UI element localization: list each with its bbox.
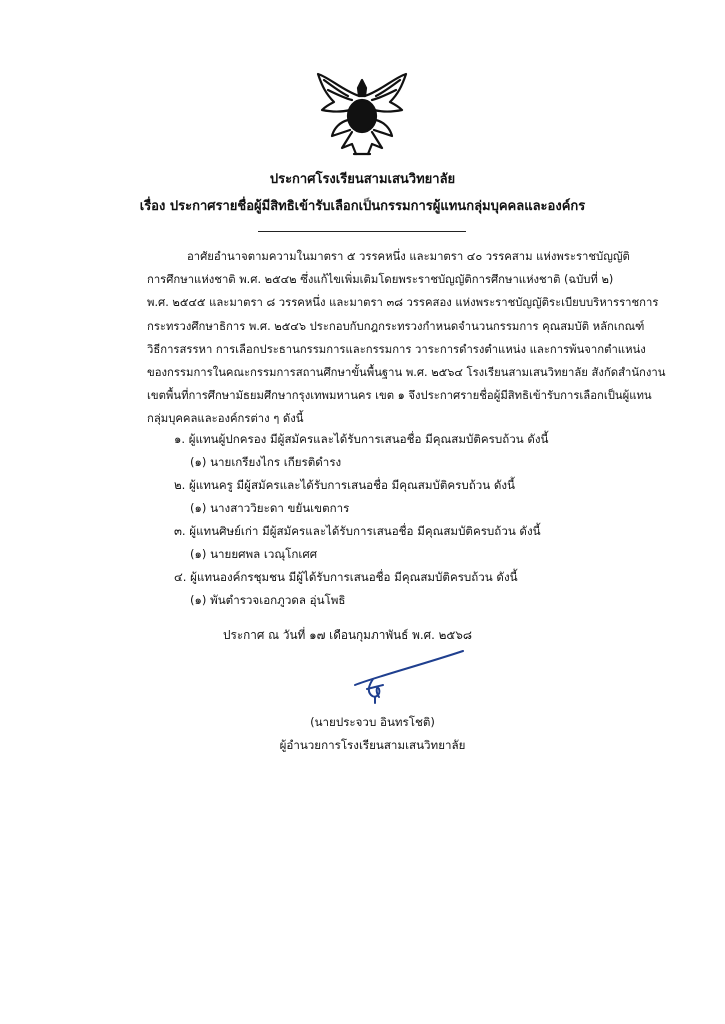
body-line: กลุ่มบุคคลและองค์กรต่าง ๆ ดังนี้ bbox=[147, 412, 304, 426]
body-line: พ.ศ. ๒๕๔๕ และมาตรา ๘ วรรคหนึ่ง และมาตรา ๓๘ วรรคสอง แห่งพระราชบัญญัติระเบียบบริหารราชการ bbox=[147, 296, 659, 310]
document-title: ประกาศโรงเรียนสามเสนวิทยาลัย bbox=[269, 172, 456, 187]
item-member: (๑) พันตำรวจเอกภูวดล อุ่นโพธิ bbox=[190, 593, 346, 607]
item-heading: ๑. ผู้แทนผู้ปกครอง มีผู้สมัครและได้รับการเสนอชื่อ มีคุณสมบัติครบถ้วน ดังนี้ bbox=[174, 432, 549, 446]
item-member: (๑) นายยศพล เวณุโกเศศ bbox=[190, 547, 318, 561]
title-divider bbox=[258, 231, 466, 232]
body-line: เขตพื้นที่การศึกษามัธยมศึกษากรุงเทพมหานคร เขต ๑ จึงประกาศรายชื่อผู้มีสิทธิเข้ารับการเลือกเป็นผู้แทน bbox=[147, 389, 652, 403]
garuda-emblem-icon bbox=[312, 70, 412, 160]
item-member: (๑) นายเกรียงไกร เกียรติดำรง bbox=[190, 455, 342, 469]
signer-title: ผู้อำนวยการโรงเรียนสามเสนวิทยาลัย bbox=[279, 738, 466, 752]
body-paragraph bbox=[147, 245, 666, 431]
body-line: การศึกษาแห่งชาติ พ.ศ. ๒๕๔๒ ซึ่งแก้ไขเพิ่มเติมโดยพระราชบัญญัติการศึกษาแห่งชาติ (ฉบับที่ ๒) bbox=[147, 273, 614, 287]
body-line: ของกรรมการในคณะกรรมการสถานศึกษาขั้นพื้นฐาน พ.ศ. ๒๕๖๔ โรงเรียนสามเสนวิทยาลัย สังกัดสำนักงาน bbox=[147, 366, 666, 380]
body-line: วิธีการสรรหา การเลือกประธานกรรมการและกรรมการ วาระการดำรงตำแหน่ง และการพ้นจากตำแหน่ง bbox=[147, 342, 646, 356]
announcement-date: ประกาศ ณ วันที่ ๑๗ เดือนกุมภาพันธ์ พ.ศ. ๒๕๖๘ bbox=[223, 628, 472, 642]
item-heading: ๔. ผู้แทนองค์กรชุมชน มีผู้ได้รับการเสนอชื่อ มีคุณสมบัติครบถ้วน ดังนี้ bbox=[174, 570, 518, 584]
item-heading: ๓. ผู้แทนศิษย์เก่า มีผู้สมัครและได้รับการเสนอชื่อ มีคุณสมบัติครบถ้วน ดังนี้ bbox=[174, 524, 541, 538]
item-heading: ๒. ผู้แทนครู มีผู้สมัครและได้รับการเสนอชื่อ มีคุณสมบัติครบถ้วน ดังนี้ bbox=[174, 478, 515, 492]
document-subject: เรื่อง ประกาศรายชื่อผู้มีสิทธิเข้ารับเลือกเป็นกรรมการผู้แทนกลุ่มบุคคลและองค์กร bbox=[139, 199, 586, 214]
signature-image bbox=[345, 645, 470, 705]
signer-name: (นายประจวบ อินทรโชติ) bbox=[310, 715, 435, 729]
body-line: อาศัยอำนาจตามความในมาตรา ๕ วรรคหนึ่ง และมาตรา ๔๐ วรรคสาม แห่งพระราชบัญญัติ bbox=[187, 250, 630, 263]
body-line: กระทรวงศึกษาธิการ พ.ศ. ๒๕๔๖ ประกอบกับกฎกระทรวงกำหนดจำนวนกรรมการ คุณสมบัติ หลักเกณฑ์ bbox=[147, 319, 645, 333]
item-member: (๑) นางสาววิยะดา ขยันเขตการ bbox=[190, 501, 350, 515]
